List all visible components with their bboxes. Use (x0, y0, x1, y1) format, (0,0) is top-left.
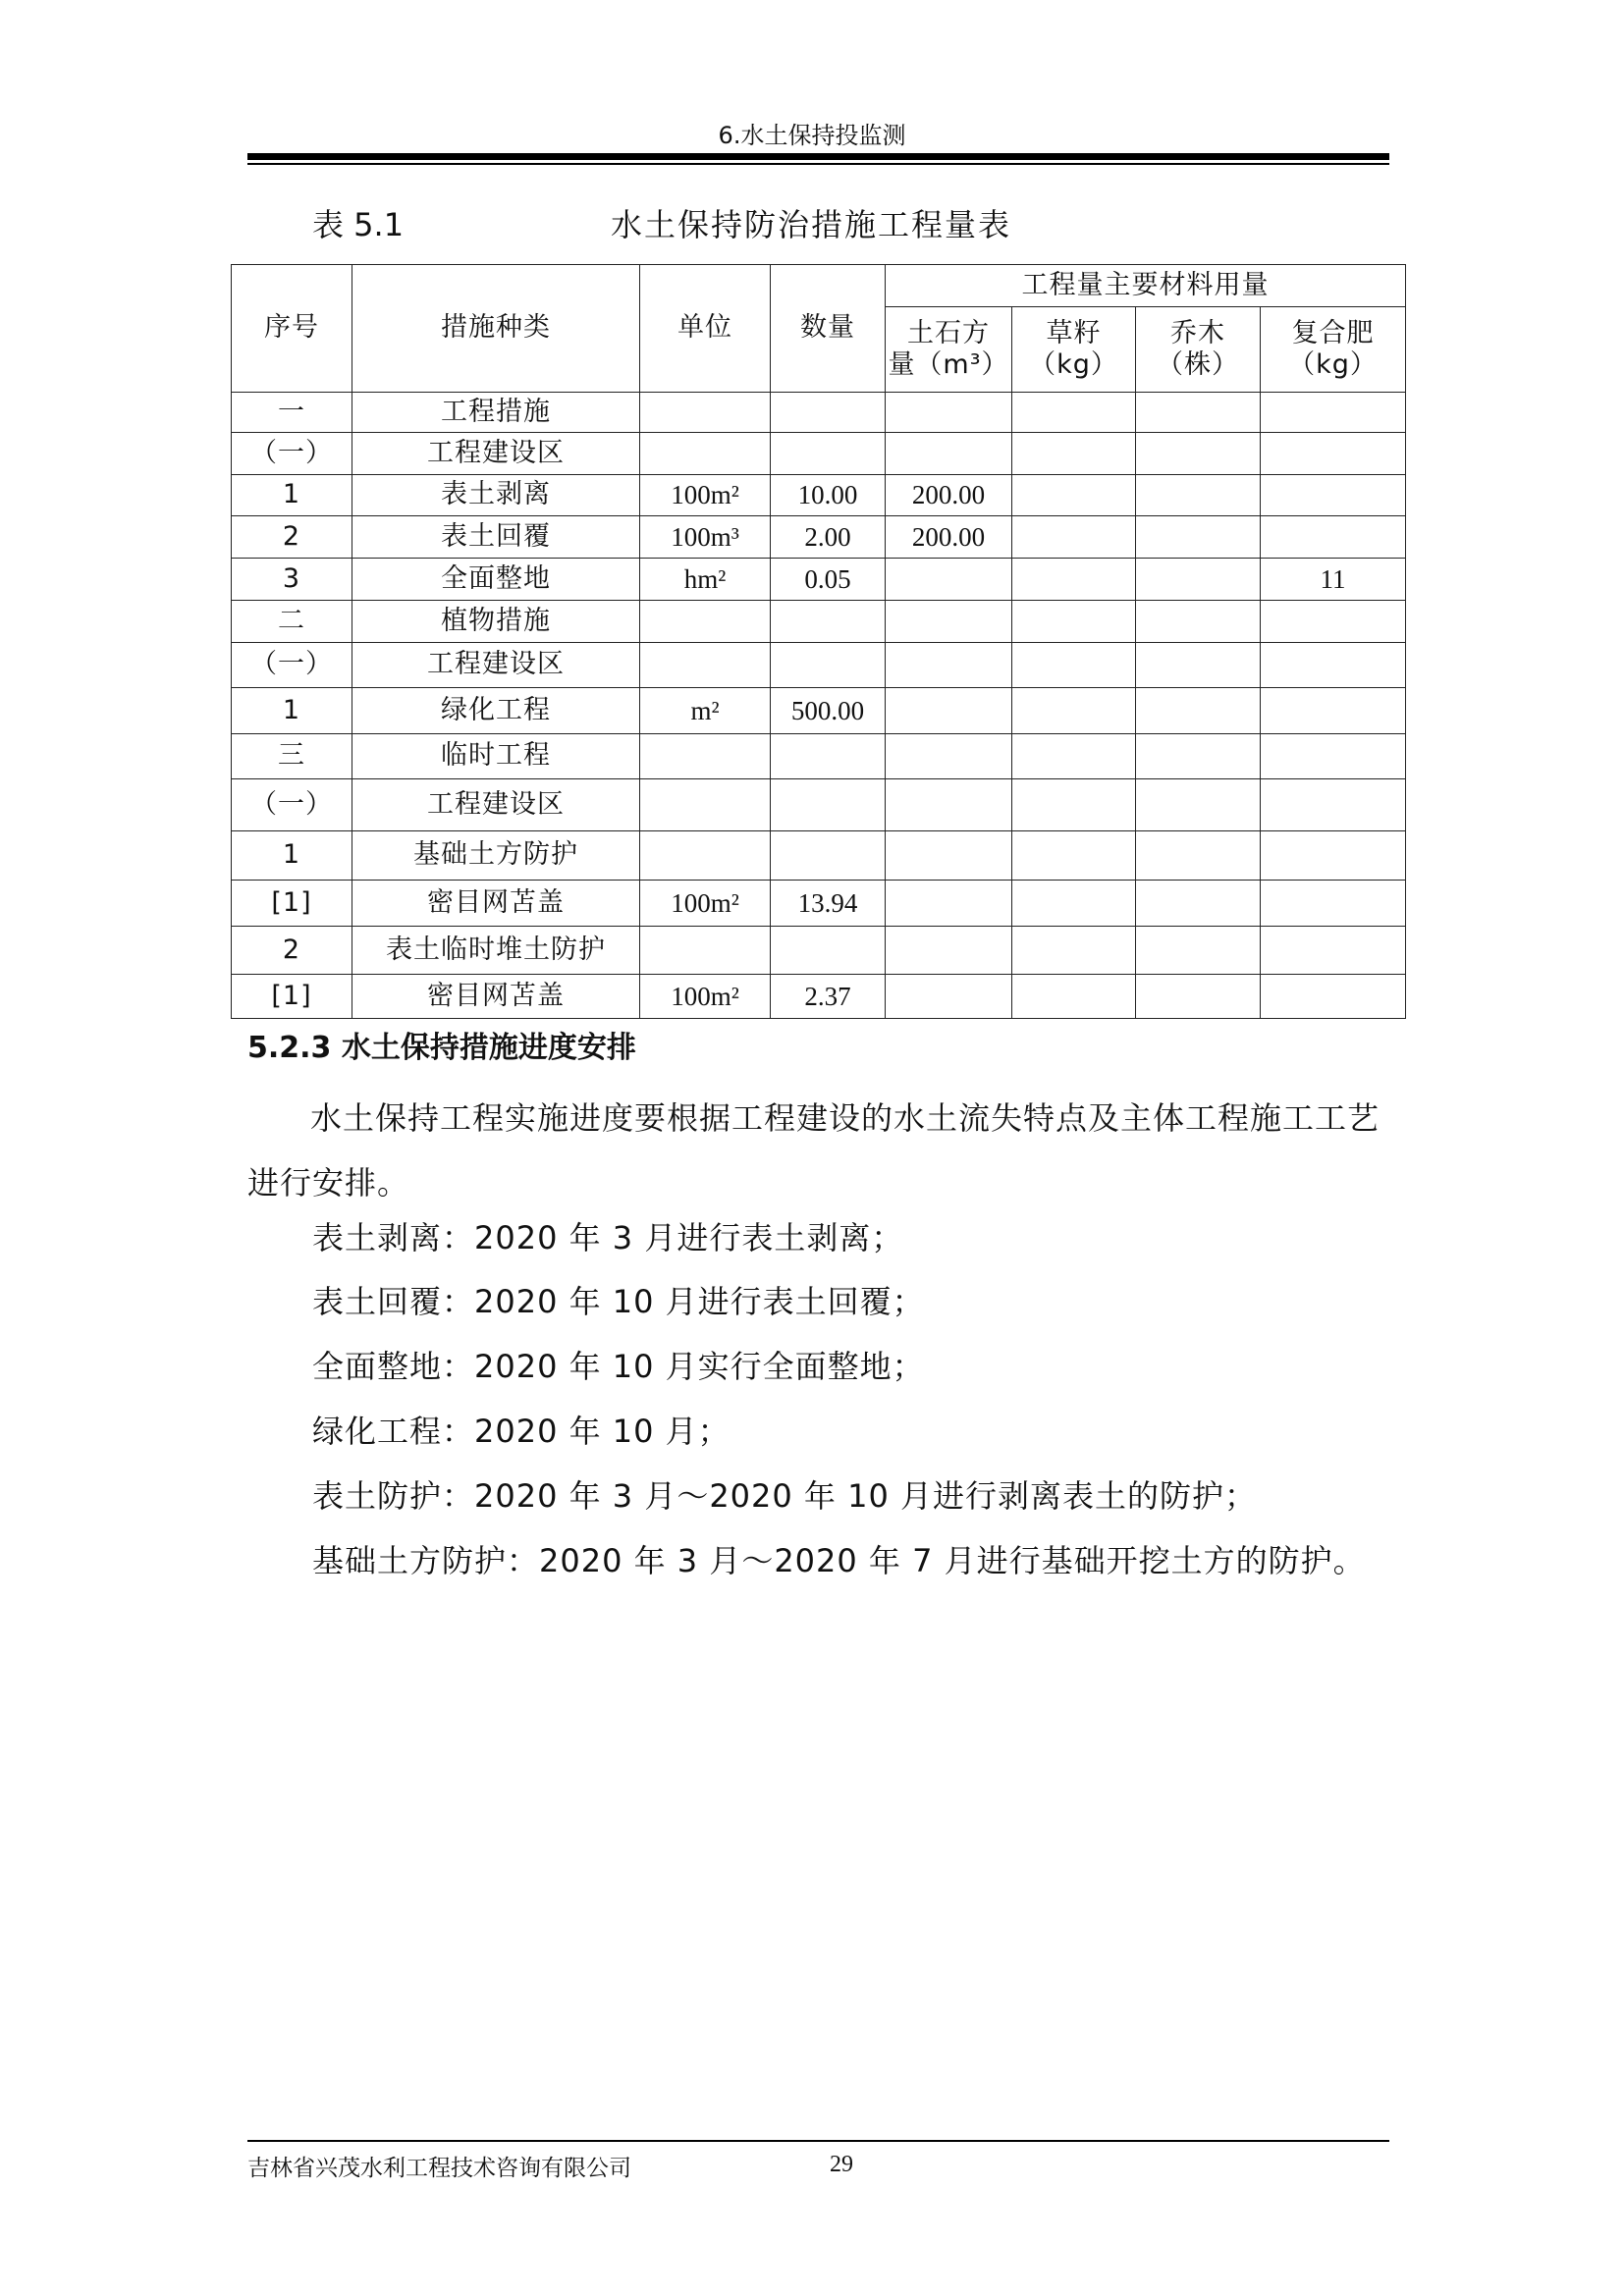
cell-grass (1012, 975, 1136, 1019)
running-header: 6.水土保持投监测 (718, 122, 906, 149)
cell-grass (1012, 475, 1136, 516)
cell-seq: 2 (232, 516, 352, 559)
header-grass-line2: （kg） (1029, 349, 1118, 380)
cell-quantity (771, 601, 886, 643)
cell-seq: [1] (232, 881, 352, 927)
cell-quantity: 2.00 (771, 516, 886, 559)
schedule-item: 基础土方防护：2020 年 3 月～2020 年 7 月进行基础开挖土方的防护。 (312, 1542, 1366, 1579)
cell-earth (886, 601, 1012, 643)
cell-fert (1261, 643, 1406, 688)
cell-seq: 二 (232, 601, 352, 643)
cell-fert (1261, 601, 1406, 643)
header-earth-line2: 量（m³） (888, 349, 1009, 380)
header-fert-line2: （kg） (1288, 349, 1378, 380)
cell-grass (1012, 779, 1136, 831)
cell-fert (1261, 831, 1406, 881)
cell-earth (886, 779, 1012, 831)
cell-grass (1012, 643, 1136, 688)
cell-earth: 200.00 (886, 516, 1012, 559)
cell-seq: [1] (232, 975, 352, 1019)
cell-tree (1136, 688, 1261, 734)
cell-seq: 三 (232, 734, 352, 779)
section-heading: 5.2.3 水土保持措施进度安排 (247, 1031, 636, 1065)
cell-earth (886, 559, 1012, 601)
cell-fert (1261, 779, 1406, 831)
cell-unit (640, 831, 771, 881)
cell-type: 临时工程 (352, 734, 640, 779)
cell-unit (640, 927, 771, 975)
table-row (232, 601, 1406, 643)
cell-unit (640, 779, 771, 831)
cell-fert (1261, 393, 1406, 433)
cell-quantity (771, 779, 886, 831)
cell-type: 表土回覆 (352, 516, 640, 559)
cell-grass (1012, 734, 1136, 779)
cell-type: 工程建设区 (352, 433, 640, 475)
cell-earth (886, 975, 1012, 1019)
footer-rule (247, 2140, 1389, 2142)
table-row (232, 516, 1406, 559)
cell-unit: hm² (640, 559, 771, 601)
cell-earth (886, 688, 1012, 734)
cell-type: 全面整地 (352, 559, 640, 601)
cell-tree (1136, 779, 1261, 831)
cell-tree (1136, 831, 1261, 881)
table-row (232, 881, 1406, 927)
table-body (232, 393, 1406, 1019)
table-row (232, 643, 1406, 688)
cell-quantity: 10.00 (771, 475, 886, 516)
cell-type: 密目网苫盖 (352, 881, 640, 927)
cell-earth (886, 643, 1012, 688)
schedule-item: 表土防护：2020 年 3 月～2020 年 10 月进行剥离表土的防护； (312, 1477, 1257, 1515)
schedule-item: 表土回覆：2020 年 10 月进行表土回覆； (312, 1283, 925, 1320)
cell-quantity: 13.94 (771, 881, 886, 927)
cell-quantity (771, 643, 886, 688)
table-row (232, 975, 1406, 1019)
cell-fert (1261, 927, 1406, 975)
header-tree (1136, 307, 1261, 393)
cell-type: 表土剥离 (352, 475, 640, 516)
cell-type: 绿化工程 (352, 688, 640, 734)
schedule-item: 表土剥离：2020 年 3 月进行表土剥离； (312, 1219, 904, 1256)
table-caption-number: 表 5.1 (312, 206, 405, 243)
cell-unit (640, 601, 771, 643)
table-row (232, 475, 1406, 516)
header-fert-line1: 复合肥 (1291, 317, 1375, 348)
cell-unit: 100m² (640, 975, 771, 1019)
header-quantity: 数量 (771, 265, 886, 393)
table-row (232, 393, 1406, 433)
cell-seq: 一 (232, 393, 352, 433)
cell-fert (1261, 881, 1406, 927)
cell-grass (1012, 831, 1136, 881)
cell-unit (640, 393, 771, 433)
cell-unit (640, 433, 771, 475)
page-number: 29 (830, 2152, 853, 2177)
schedule-item: 绿化工程：2020 年 10 月； (312, 1413, 731, 1450)
cell-tree (1136, 927, 1261, 975)
cell-grass (1012, 516, 1136, 559)
cell-tree (1136, 516, 1261, 559)
cell-earth: 200.00 (886, 475, 1012, 516)
cell-tree (1136, 975, 1261, 1019)
header-earth-line1: 土石方 (907, 317, 990, 348)
cell-unit: 100m³ (640, 516, 771, 559)
header-fert (1261, 307, 1406, 393)
cell-quantity (771, 734, 886, 779)
cell-earth (886, 927, 1012, 975)
header-unit: 单位 (640, 265, 771, 393)
cell-grass (1012, 601, 1136, 643)
header-material-group: 工程量主要材料用量 (886, 265, 1406, 307)
cell-earth (886, 734, 1012, 779)
cell-grass (1012, 881, 1136, 927)
cell-quantity (771, 927, 886, 975)
cell-unit: m² (640, 688, 771, 734)
table-row (232, 779, 1406, 831)
table-caption-title: 水土保持防治措施工程量表 (611, 206, 1012, 243)
cell-fert (1261, 516, 1406, 559)
cell-seq: 1 (232, 688, 352, 734)
cell-seq: （一） (232, 433, 352, 475)
cell-grass (1012, 927, 1136, 975)
header-rule (247, 153, 1389, 160)
table-row (232, 559, 1406, 601)
cell-earth (886, 433, 1012, 475)
header-tree-line2: （株） (1157, 349, 1239, 380)
cell-earth (886, 393, 1012, 433)
table-row (232, 734, 1406, 779)
cell-type: 工程措施 (352, 393, 640, 433)
cell-tree (1136, 881, 1261, 927)
cell-tree (1136, 559, 1261, 601)
cell-tree (1136, 433, 1261, 475)
cell-quantity: 2.37 (771, 975, 886, 1019)
cell-tree (1136, 643, 1261, 688)
header-type: 措施种类 (352, 265, 640, 393)
table-row (232, 688, 1406, 734)
schedule-item: 全面整地：2020 年 10 月实行全面整地； (312, 1348, 925, 1385)
header-grass (1012, 307, 1136, 393)
cell-tree (1136, 475, 1261, 516)
section-intro: 水土保持工程实施进度要根据工程建设的水土流失特点及主体工程施工工艺进行安排。 (247, 1099, 1380, 1201)
cell-quantity (771, 393, 886, 433)
header-seq: 序号 (232, 265, 352, 393)
cell-fert (1261, 433, 1406, 475)
cell-seq: 3 (232, 559, 352, 601)
cell-seq: 1 (232, 475, 352, 516)
cell-type: 密目网苫盖 (352, 975, 640, 1019)
cell-seq: （一） (232, 779, 352, 831)
cell-fert (1261, 475, 1406, 516)
cell-fert (1261, 688, 1406, 734)
table-row (232, 927, 1406, 975)
cell-grass (1012, 688, 1136, 734)
cell-grass (1012, 433, 1136, 475)
cell-seq: （一） (232, 643, 352, 688)
cell-type: 植物措施 (352, 601, 640, 643)
cell-seq: 2 (232, 927, 352, 975)
cell-tree (1136, 601, 1261, 643)
header-earth (886, 307, 1012, 393)
table-row (232, 433, 1406, 475)
cell-fert: 11 (1261, 559, 1406, 601)
cell-fert (1261, 975, 1406, 1019)
cell-earth (886, 831, 1012, 881)
footer-company: 吉林省兴茂水利工程技术咨询有限公司 (247, 2156, 631, 2181)
cell-earth (886, 881, 1012, 927)
cell-grass (1012, 393, 1136, 433)
header-rule-thin (247, 163, 1389, 165)
header-tree-line1: 乔木 (1170, 317, 1225, 348)
cell-unit (640, 734, 771, 779)
table-header-row (232, 265, 1406, 307)
cell-quantity: 500.00 (771, 688, 886, 734)
cell-grass (1012, 559, 1136, 601)
cell-seq: 1 (232, 831, 352, 881)
table-row (232, 831, 1406, 881)
cell-unit (640, 643, 771, 688)
cell-unit: 100m² (640, 475, 771, 516)
cell-type: 工程建设区 (352, 643, 640, 688)
cell-quantity (771, 831, 886, 881)
cell-tree (1136, 734, 1261, 779)
cell-type: 基础土方防护 (352, 831, 640, 881)
cell-quantity (771, 433, 886, 475)
header-grass-line1: 草籽 (1046, 317, 1102, 348)
cell-type: 工程建设区 (352, 779, 640, 831)
cell-type: 表土临时堆土防护 (352, 927, 640, 975)
cell-unit: 100m² (640, 881, 771, 927)
cell-quantity: 0.05 (771, 559, 886, 601)
cell-tree (1136, 393, 1261, 433)
measures-quantity-table (231, 264, 1406, 1019)
cell-fert (1261, 734, 1406, 779)
